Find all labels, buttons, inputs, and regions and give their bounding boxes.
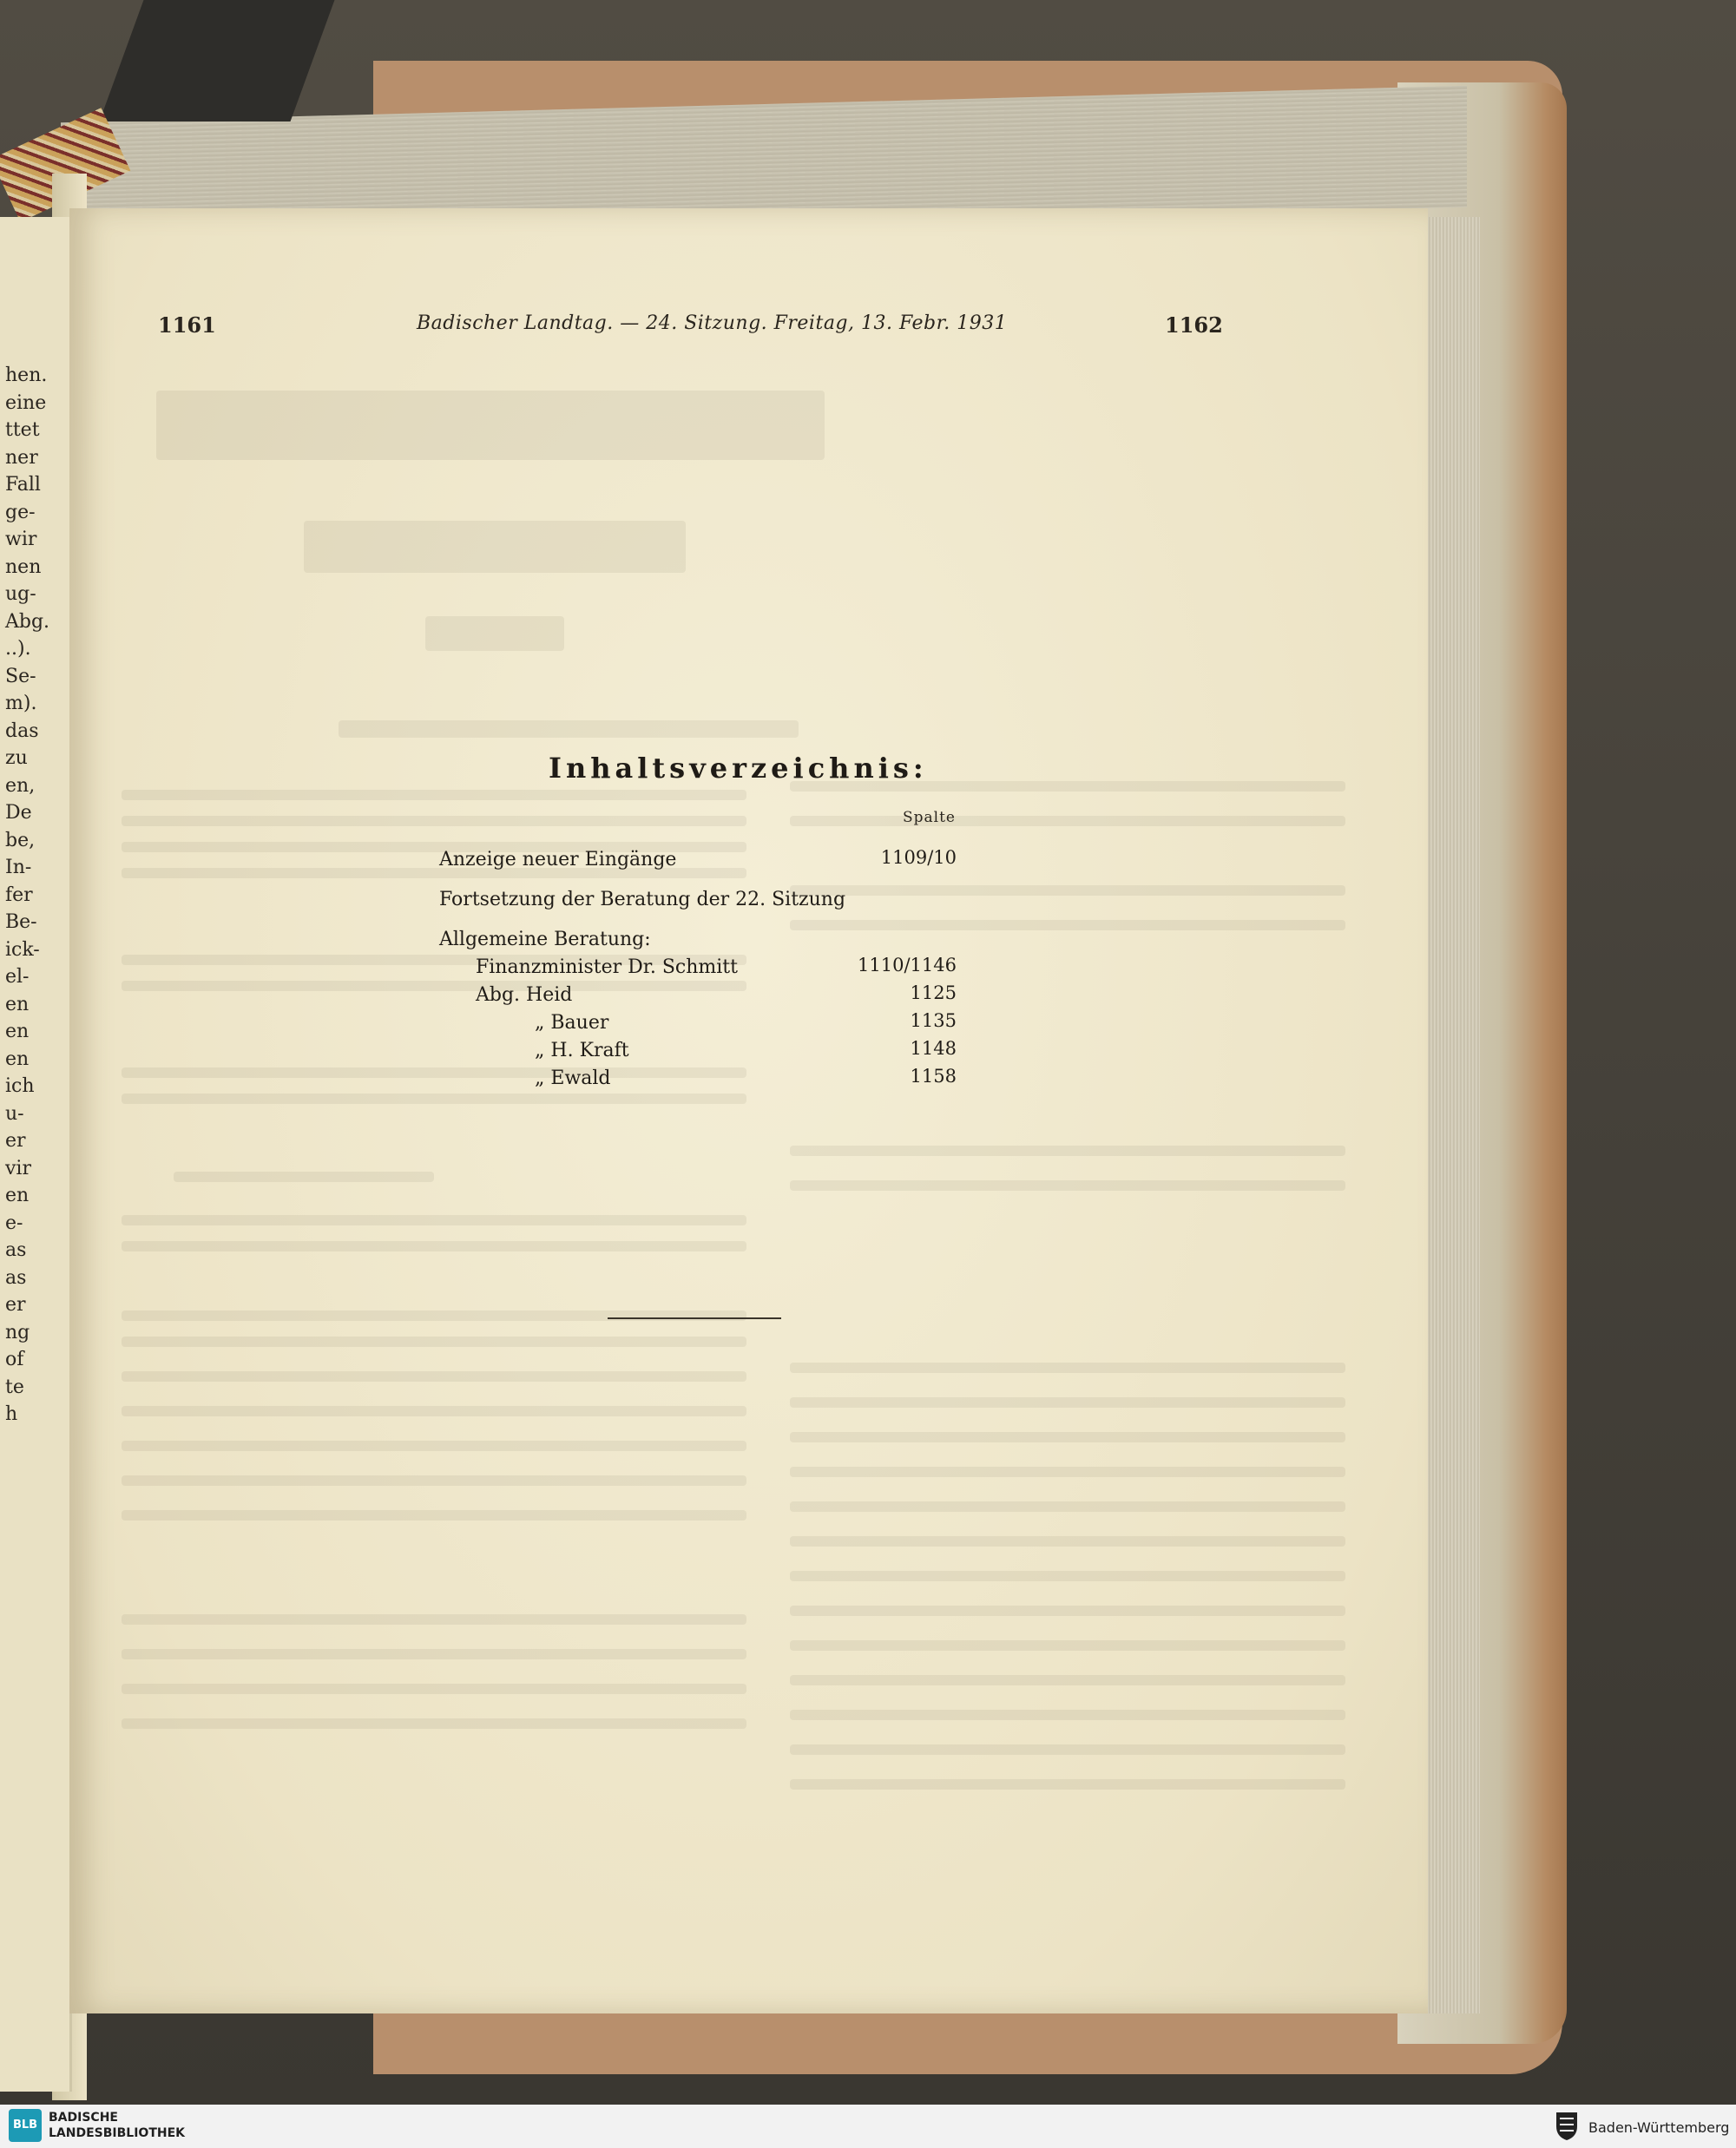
toc-entry-label: Finanzminister Dr. Schmitt: [476, 956, 738, 978]
left-margin-fragment: eine: [5, 391, 47, 414]
left-margin-fragment: er: [5, 1130, 26, 1152]
left-margin-fragment: ..).: [5, 638, 31, 660]
toc-entry-label: Anzeige neuer Eingänge: [439, 849, 677, 870]
left-margin-fragment: of: [5, 1349, 24, 1370]
closing-rule: [608, 1317, 781, 1319]
show-through-line: [790, 1640, 1345, 1651]
show-through-line: [790, 1536, 1345, 1547]
library-name-line2: LANDESBIBLIOTHEK: [49, 2126, 186, 2140]
show-through-line: [790, 1180, 1345, 1191]
show-through-line: [122, 1684, 746, 1694]
show-through-line: [122, 981, 746, 991]
toc-entry-label: „ Bauer: [535, 1012, 609, 1034]
show-through-line: [790, 1744, 1345, 1755]
left-margin-fragment: te: [5, 1376, 24, 1398]
left-margin-fragment: en,: [5, 774, 36, 797]
right-page: [69, 208, 1428, 2013]
left-margin-fragment: m).: [5, 693, 37, 714]
left-margin-fragment: en: [5, 1048, 30, 1070]
show-through-line: [790, 885, 1345, 896]
show-through-line: [790, 1432, 1345, 1442]
show-through-line: [790, 1606, 1345, 1616]
left-margin-fragment: Abg.: [5, 610, 50, 633]
left-margin-fragment: ick-: [5, 938, 40, 961]
toc-entry-page: 1158: [910, 1066, 957, 1087]
left-margin-fragment: Be-: [5, 911, 37, 933]
left-margin-fragment: er: [5, 1294, 26, 1316]
left-margin-fragment: as: [5, 1239, 27, 1261]
left-margin-fragment: e-: [5, 1212, 23, 1234]
show-through-line: [122, 1337, 746, 1347]
left-margin-fragment: en: [5, 993, 30, 1015]
show-through-subheading: [304, 521, 686, 573]
left-margin-fragment: vir: [5, 1157, 31, 1179]
left-margin-fragment: el-: [5, 966, 30, 988]
show-through-line: [790, 1397, 1345, 1408]
show-through-line: [790, 1501, 1345, 1512]
toc-title: Inhaltsverzeichnis:: [549, 752, 928, 785]
library-name-line1: BADISCHE: [49, 2111, 118, 2125]
show-through-line: [790, 1146, 1345, 1156]
coat-of-arms-icon[interactable]: [1554, 2109, 1580, 2142]
left-margin-fragment: h: [5, 1403, 18, 1425]
show-through-line: [122, 1241, 746, 1251]
left-margin-fragment: ich: [5, 1075, 35, 1097]
toc-entry-label: Fortsetzung der Beratung der 22. Sitzung: [439, 889, 846, 910]
show-through-heading: [156, 391, 825, 460]
toc-entry-page: 1110/1146: [858, 955, 957, 975]
left-margin-fragment: In-: [5, 857, 32, 878]
show-through-line: [122, 1215, 746, 1225]
left-margin-fragment: ge-: [5, 501, 36, 523]
library-logo-icon[interactable]: BLB: [9, 2109, 42, 2142]
show-through-line: [790, 1779, 1345, 1790]
running-title: Badischer Landtag. — 24. Sitzung. Freitag, 13. Febr. 1931: [417, 312, 1008, 334]
show-through-line: [122, 1614, 746, 1625]
toc-entry-page: 1148: [910, 1038, 957, 1059]
right-page-number: 1162: [1165, 312, 1223, 338]
left-margin-fragment: u-: [5, 1102, 24, 1125]
left-margin-fragment: das: [5, 719, 39, 742]
toc-entry-page: 1135: [910, 1010, 957, 1031]
show-through-line: [122, 1094, 746, 1104]
left-margin-fragment: en: [5, 1185, 30, 1206]
left-margin-fragment: hen.: [5, 365, 48, 386]
left-margin-fragment: nen: [5, 555, 42, 578]
left-margin-fragment: ner: [5, 446, 38, 469]
left-margin-fragment: ug-: [5, 583, 36, 605]
left-margin-fragment: ng: [5, 1321, 30, 1343]
left-margin-fragment: De: [5, 802, 32, 824]
show-through-line: [790, 920, 1345, 930]
show-through-line: [122, 1718, 746, 1729]
show-through-line: [790, 1675, 1345, 1685]
show-through-line: [122, 816, 746, 826]
show-through-line: [122, 1067, 746, 1078]
toc-entry-page: 1125: [910, 982, 957, 1003]
show-through-line: [122, 1649, 746, 1659]
footer-bar: [0, 2105, 1736, 2148]
left-margin-fragment: as: [5, 1266, 27, 1289]
left-margin-fragment: Se-: [5, 665, 36, 687]
show-through-line: [174, 1172, 434, 1182]
toc-entry-label: Allgemeine Beratung:: [439, 929, 651, 950]
library-name[interactable]: [49, 2110, 185, 2141]
left-margin-fragment: zu: [5, 747, 28, 769]
show-through-line: [122, 1406, 746, 1416]
state-name[interactable]: Baden-Württemberg: [1588, 2119, 1730, 2136]
show-through-subheading-2: [425, 616, 564, 651]
left-page-fragment: [0, 217, 72, 2092]
toc-entry-page: 1109/10: [880, 847, 957, 868]
column-header: Spalte: [903, 809, 956, 826]
left-margin-fragment: en: [5, 1021, 30, 1042]
show-through-line: [790, 1363, 1345, 1373]
toc-entry-label: Abg. Heid: [476, 984, 573, 1006]
show-through-line: [122, 1441, 746, 1451]
show-through-line: [790, 1467, 1345, 1477]
left-margin-fragment: ttet: [5, 419, 40, 441]
left-page-number: 1161: [158, 312, 216, 338]
left-margin-fragment: wir: [5, 529, 37, 550]
show-through-line: [122, 1371, 746, 1382]
show-through-line: [122, 1510, 746, 1521]
left-margin-fragment: Fall: [5, 474, 41, 496]
show-through-line: [339, 720, 799, 738]
bookmark-ribbon: [100, 0, 335, 122]
show-through-line: [122, 1310, 746, 1321]
toc-entry-label: „ H. Kraft: [535, 1040, 629, 1061]
show-through-line: [790, 816, 1345, 826]
left-margin-fragment: fer: [5, 884, 33, 906]
show-through-line: [790, 1571, 1345, 1581]
left-margin-fragment: be,: [5, 829, 36, 851]
show-through-line: [122, 1475, 746, 1486]
show-through-line: [790, 1710, 1345, 1720]
show-through-line: [122, 790, 746, 800]
toc-entry-label: „ Ewald: [535, 1067, 611, 1089]
page-edges: [1428, 217, 1480, 2013]
